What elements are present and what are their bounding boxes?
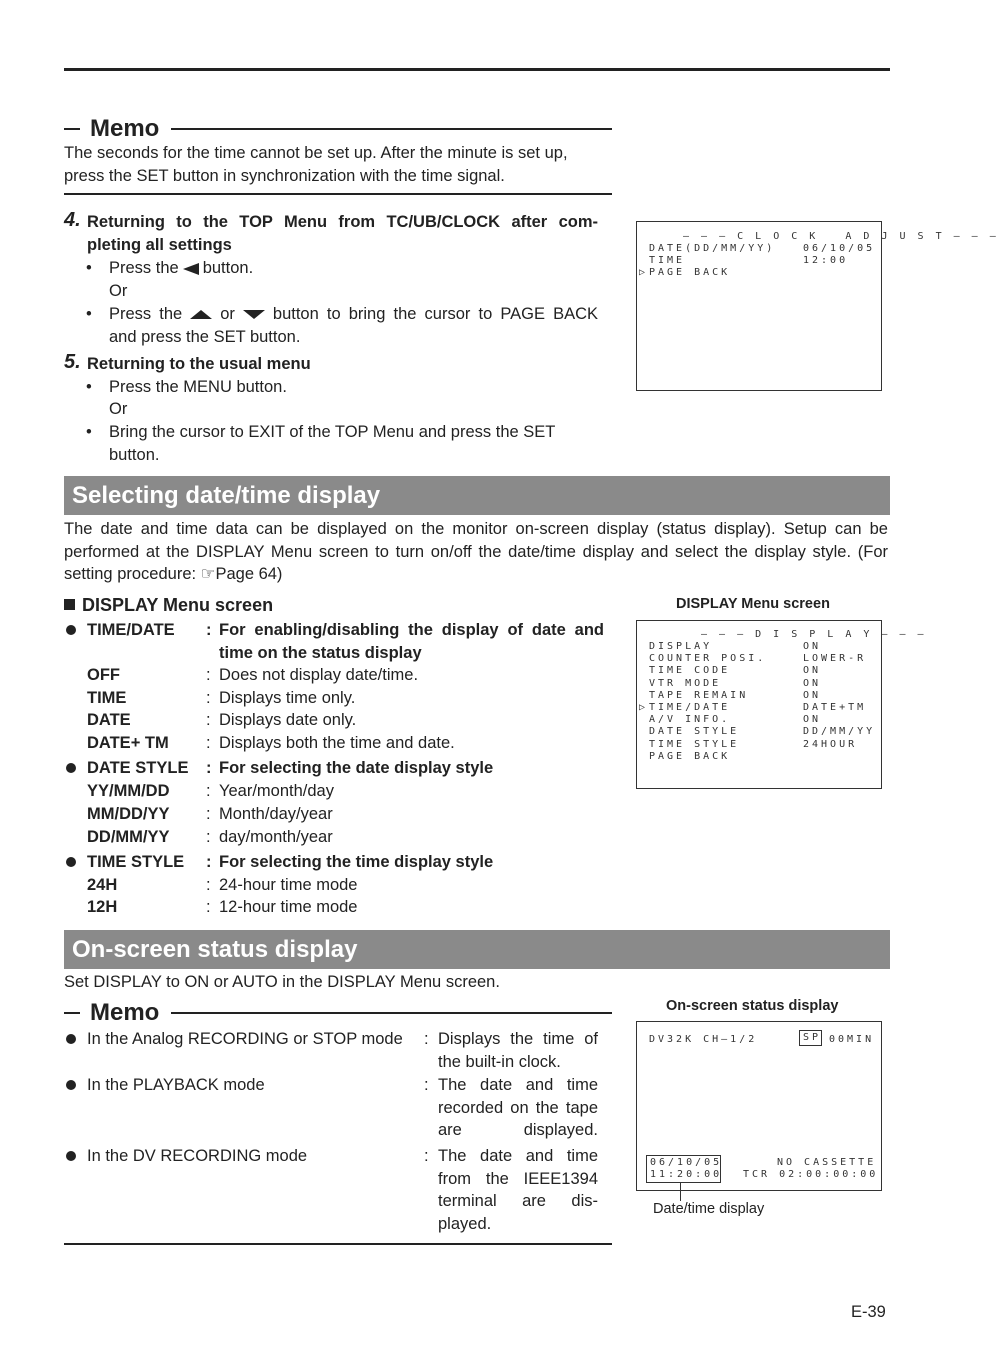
status-display-screen bbox=[636, 1021, 882, 1191]
definition-row bbox=[64, 732, 604, 755]
screen-row-value: ON bbox=[803, 665, 822, 677]
definition-colon: : bbox=[206, 689, 211, 707]
definition-colon: : bbox=[206, 759, 212, 777]
memo-mode: In the Analog RECORDING or STOP mode bbox=[87, 1030, 403, 1048]
definition-value: For enabling/disabling the display of date and time on the status display bbox=[219, 621, 604, 662]
memo-dash bbox=[64, 1012, 80, 1014]
bullet-dot: • bbox=[86, 378, 92, 396]
definition-value: Displays both the time and date. bbox=[219, 734, 455, 752]
memo-bottom-rule bbox=[64, 193, 612, 195]
memo-desc: The date and time recorded on the tape are displayed. bbox=[438, 1076, 598, 1139]
step-4-number: 4. bbox=[64, 209, 81, 231]
definition-key: OFF bbox=[87, 666, 120, 684]
definition-row bbox=[64, 851, 604, 874]
definition-key: YY/MM/DD bbox=[87, 782, 170, 800]
definition-key: DATE STYLE bbox=[87, 759, 189, 777]
down-arrow-icon bbox=[243, 310, 265, 319]
bullet-dot-icon bbox=[66, 763, 76, 773]
or-text: Or bbox=[109, 282, 128, 300]
definition-value: Year/month/day bbox=[219, 782, 334, 800]
step-5-title: Returning to the usual menu bbox=[87, 355, 311, 373]
memo-mode: In the PLAYBACK mode bbox=[87, 1076, 265, 1094]
screen-row-value: LOWER-R bbox=[803, 653, 867, 665]
callout-line bbox=[680, 1183, 681, 1201]
definition-key: DATE bbox=[87, 711, 131, 729]
definition-colon: : bbox=[206, 734, 211, 752]
definition-key: TIME STYLE bbox=[87, 853, 185, 871]
sp-badge: SP bbox=[799, 1030, 822, 1046]
screen-row-label: DATE(DD/MM/YY) bbox=[649, 243, 776, 254]
step-4-bullet-2 bbox=[109, 303, 598, 348]
section-intro: The date and time data can be displayed on the monitor on-screen display (status display). Setup can be performed at the DISPLAY Menu screen to turn on/off the date/time display and select the display style. (For setting procedure: ☞Page 64) bbox=[64, 520, 888, 583]
memo-mode: In the DV RECORDING mode bbox=[87, 1147, 308, 1165]
bullet-dot-icon bbox=[66, 1151, 76, 1161]
screen-row-label: VTR MODE bbox=[649, 677, 722, 689]
definition-value: For selecting the time display style bbox=[219, 853, 494, 871]
bullet-dot-icon bbox=[66, 1080, 76, 1090]
definition-key: TIME bbox=[87, 689, 127, 707]
screen-row-label: A/V INFO. bbox=[649, 714, 731, 726]
definition-row bbox=[64, 896, 604, 919]
screen-row-value: ON bbox=[803, 641, 822, 652]
screen-row-label: DISPLAY bbox=[649, 641, 713, 652]
screen-row-label: TIME STYLE bbox=[649, 738, 740, 750]
definition-row bbox=[64, 664, 604, 687]
definition-row bbox=[64, 826, 604, 849]
memo-desc: The date and time from the IEEE1394 terminal are dis- played. bbox=[438, 1147, 598, 1233]
section-2-intro: Set DISPLAY to ON or AUTO in the DISPLAY Menu screen. bbox=[64, 973, 500, 991]
step-4-b1-pre: Press the bbox=[109, 259, 179, 277]
definition-value: 24-hour time mode bbox=[219, 876, 358, 894]
screen-row-value: ON bbox=[803, 689, 822, 701]
bullet-dot: • bbox=[86, 305, 92, 323]
screen-title: – – – C L O C K A D J U S T – – – bbox=[683, 231, 999, 242]
screen-row-label: TIME CODE bbox=[649, 665, 731, 677]
definition-row bbox=[64, 687, 604, 710]
status-date: 06/10/05 bbox=[650, 1157, 723, 1168]
section-title-date-time: Selecting date/time display bbox=[64, 476, 890, 515]
cursor-icon: ▷ bbox=[639, 702, 649, 713]
step-4-b2-mid: or bbox=[220, 305, 235, 323]
definition-value: Displays time only. bbox=[219, 689, 356, 707]
definition-colon: : bbox=[206, 621, 212, 639]
bullet-dot: • bbox=[86, 423, 92, 441]
step-4-bullet-1 bbox=[109, 257, 598, 280]
step-4-b2-post: button to bring the cursor to PAGE BACK and press the SET button. bbox=[109, 305, 598, 346]
callout-label: Date/time display bbox=[653, 1201, 765, 1217]
definition-key: TIME/DATE bbox=[87, 621, 175, 639]
status-top-left: DV32K CH–1/2 bbox=[649, 1034, 758, 1045]
bullet-dot-icon bbox=[66, 857, 76, 867]
step-4-b2-pre: Press the bbox=[109, 305, 183, 323]
screen-row-label: DATE STYLE bbox=[649, 726, 740, 738]
or-text: Or bbox=[109, 400, 128, 418]
definition-colon: : bbox=[206, 805, 211, 823]
bullet-dot-icon bbox=[66, 1034, 76, 1044]
definition-colon: : bbox=[206, 711, 211, 729]
screen-row-label: TIME bbox=[649, 255, 686, 266]
screen-row-value: ON bbox=[803, 677, 822, 689]
cursor-icon: ▷ bbox=[639, 267, 649, 278]
memo-title: Memo bbox=[90, 115, 160, 142]
square-bullet-icon bbox=[64, 599, 75, 610]
definition-row bbox=[64, 619, 604, 665]
memo-colon: : bbox=[424, 1030, 429, 1048]
section-title-status: On-screen status display bbox=[64, 930, 890, 969]
memo-heading bbox=[64, 1001, 612, 1025]
step-5-number: 5. bbox=[64, 351, 81, 373]
screen-row-label: PAGE BACK bbox=[649, 750, 731, 762]
screen-row-label: COUNTER POSI. bbox=[649, 653, 767, 665]
memo-desc: Displays the time of the built-in clock. bbox=[438, 1030, 598, 1071]
screen-row-value: 06/10/05 bbox=[803, 243, 876, 254]
memo-colon: : bbox=[424, 1147, 429, 1165]
memo-2-list bbox=[64, 1028, 598, 1238]
bullet-dot-icon bbox=[66, 625, 76, 635]
screen-row-value: 24HOUR bbox=[803, 738, 858, 750]
screen-row-value: DD/MM/YY bbox=[803, 726, 876, 738]
definition-value: day/month/year bbox=[219, 828, 333, 846]
definition-value: For selecting the date display style bbox=[219, 759, 494, 777]
memo-bottom-rule bbox=[64, 1243, 612, 1245]
step-5-bullet-1: Press the MENU button. bbox=[109, 378, 287, 396]
display-menu-heading bbox=[64, 594, 273, 616]
display-menu-heading-text: DISPLAY Menu screen bbox=[82, 595, 274, 615]
status-minutes: 00MIN bbox=[829, 1034, 875, 1045]
definition-key: DD/MM/YY bbox=[87, 828, 170, 846]
memo-heading bbox=[64, 117, 612, 141]
screen-row-value: DATE+TM bbox=[803, 702, 867, 713]
step-4-b1-post: button. bbox=[202, 259, 254, 277]
step-5-bullet-2: Bring the cursor to EXIT of the TOP Menu and press the SET button. bbox=[109, 423, 556, 464]
definition-colon: : bbox=[206, 898, 211, 916]
definition-value: 12-hour time mode bbox=[219, 898, 358, 916]
definition-row bbox=[64, 709, 604, 732]
no-cassette: NO CASSETTE bbox=[777, 1157, 877, 1168]
up-arrow-icon bbox=[190, 310, 212, 319]
definition-colon: : bbox=[206, 666, 211, 684]
definition-key: MM/DD/YY bbox=[87, 805, 170, 823]
display-menu-screen bbox=[636, 620, 927, 789]
display-screen-caption: DISPLAY Menu screen bbox=[676, 596, 830, 612]
memo-title: Memo bbox=[90, 999, 160, 1026]
left-arrow-icon bbox=[183, 263, 199, 275]
definition-key: 12H bbox=[87, 898, 118, 916]
definition-row bbox=[64, 780, 604, 803]
status-screen-caption: On-screen status display bbox=[666, 998, 839, 1014]
definition-row bbox=[64, 757, 604, 780]
step-4-title: Returning to the TOP Menu from TC/UB/CLOCK after com- pleting all settings bbox=[87, 213, 598, 254]
screen-row-value: ON bbox=[803, 714, 822, 726]
definition-colon: : bbox=[206, 828, 211, 846]
definition-colon: : bbox=[206, 853, 212, 871]
memo-text: The seconds for the time cannot be set up. After the minute is set up, press the SET button in synchronization with the time signal. bbox=[64, 144, 568, 185]
memo-colon: : bbox=[424, 1076, 429, 1094]
definition-value: Month/day/year bbox=[219, 805, 333, 823]
tcr-counter: TCR 02:00:00:00 bbox=[743, 1169, 879, 1180]
status-time: 11:20:00 bbox=[650, 1169, 723, 1180]
clock-adjust-screen bbox=[636, 221, 999, 391]
definition-key: DATE+ TM bbox=[87, 734, 169, 752]
memo-dash bbox=[64, 128, 80, 130]
definition-row bbox=[64, 803, 604, 826]
definition-key: 24H bbox=[87, 876, 118, 894]
page-number: E-39 bbox=[851, 1303, 886, 1321]
definition-colon: : bbox=[206, 782, 211, 800]
top-rule bbox=[64, 68, 890, 71]
definition-row bbox=[64, 874, 604, 897]
definition-value: Displays date only. bbox=[219, 711, 357, 729]
definition-value: Does not display date/time. bbox=[219, 666, 419, 684]
memo-rule bbox=[171, 128, 612, 130]
memo-rule bbox=[171, 1012, 612, 1014]
definition-colon: : bbox=[206, 876, 211, 894]
bullet-dot: • bbox=[86, 259, 92, 277]
screen-title: – – – D I S P L A Y – – – bbox=[701, 629, 927, 640]
screen-row-label: TAPE REMAIN bbox=[649, 689, 749, 701]
screen-row-label: PAGE BACK bbox=[649, 267, 731, 278]
screen-row-label: TIME/DATE bbox=[649, 702, 731, 713]
screen-row-value: 12:00 bbox=[803, 255, 849, 266]
